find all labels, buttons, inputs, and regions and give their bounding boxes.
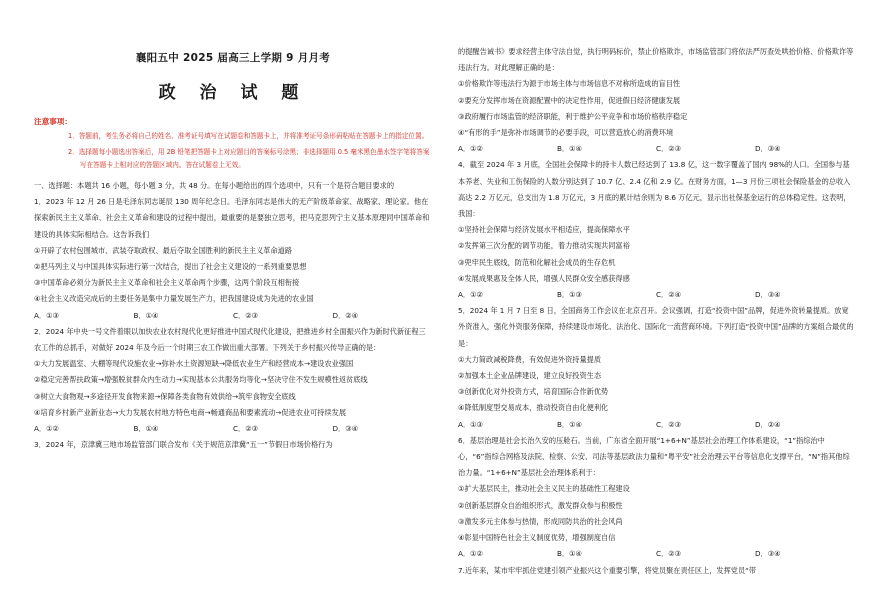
question-3-stem-start: 3．2024 年，京津冀三地市场监管部门联合发布《关于规范京津冀“五一”节假日市场价格行为 bbox=[34, 440, 333, 450]
question-6-option-2: ②创新基层群众自治组织形式，激发群众参与积极性 bbox=[458, 500, 623, 510]
choice-c: C．②③ bbox=[233, 424, 259, 434]
question-7-stem-start: 7.近年来，某市牢牢抓住党建引领产业振兴这个重要引擎，将党员聚在责任区上，发挥党员“带 bbox=[458, 565, 757, 575]
choice-a: A．①③ bbox=[458, 419, 483, 429]
choice-d: D．③④ bbox=[755, 290, 781, 300]
question-4-choices bbox=[458, 287, 854, 303]
question-6-choices bbox=[458, 546, 854, 562]
choice-b: B．①④ bbox=[133, 310, 159, 320]
question-5-option-3: ③创新优化对外投资方式，培育国际合作新优势 bbox=[458, 387, 609, 397]
question-5-option-4: ④降低制度型交易成本，推动投资自由化便利化 bbox=[458, 403, 609, 413]
question-4-option-1: ①坚持社会保障与经济发展水平相适应，提高保障水平 bbox=[458, 225, 630, 235]
choice-a: A．①② bbox=[458, 144, 483, 154]
question-3-option-1: ①价格欺诈等违法行为源于市场主体与市场信息不对称所造成的盲目性 bbox=[458, 79, 681, 89]
notice-heading: 注意事项： bbox=[34, 117, 72, 126]
choice-c: C．②④ bbox=[656, 290, 682, 300]
question-3-option-4: ④“有形的手”是弥补市场调节的必要手段，可以营造放心的消费环境 bbox=[458, 128, 674, 138]
choice-b: B．①④ bbox=[557, 144, 583, 154]
choice-d: D．②④ bbox=[332, 310, 359, 320]
question-5-stem: 5．2024 年 1 月 7 日至 8 日，全国商务工作会议在北京召开。会议强调，打造“投资中国”品牌，促进外资转量提质。放宽外资准入，强化外资服务保障，持续建设市场化、法治化、国际化一流营商环境。下列打造“投资中国”品牌的方案组合最优的是： bbox=[458, 306, 854, 348]
notice-item-2: 2．选择题每小题选出答案后，用 2B 铅笔把答题卡上对应题目的答案标号涂黑；非选择题用 0.5 毫米黑色墨水签字笔将答案写在答题卡上相对应的答题区域内。答在试题卷上无效。 bbox=[68, 148, 430, 169]
question-5-option-2: ②加强本土企业品牌建设，建立良好投资生态 bbox=[458, 371, 602, 381]
question-4 bbox=[458, 157, 854, 303]
question-1-option-3: ③中国革命必须分为新民主主义革命和社会主义革命两个步骤，这两个阶段互相衔接 bbox=[34, 278, 300, 288]
question-4-option-2: ②发挥第三次分配的调节功能，着力推动实现共同富裕 bbox=[458, 241, 630, 251]
choice-d: D．③④ bbox=[755, 144, 781, 154]
question-6-option-3: ③激发多元主体参与热情，形成同防共治的社会风尚 bbox=[458, 516, 623, 526]
notice-item-1: 1．答题前，考生务必将自己的姓名、准考证号填写在试题卷和答题卡上，并将准考证号条形码粘贴在答题卡上的指定位置。 bbox=[68, 132, 429, 140]
question-3-option-2: ②要充分发挥市场在资源配置中的决定性作用，促进假日经济健康发展 bbox=[458, 95, 681, 105]
choice-c: C．②③ bbox=[656, 549, 682, 559]
question-5-option-1: ①大力简政减税降费，有效促进外资持量提质 bbox=[458, 354, 602, 364]
question-6-option-1: ①扩大基层民主，推动社会主义民主的基础性工程建设 bbox=[458, 484, 630, 494]
question-2-option-1: ①大力发展温室、大棚等现代设施农业→弥补水土资源短缺→降低农业生产和经营成本→建设农业强国 bbox=[34, 359, 354, 369]
question-2-choices bbox=[34, 421, 432, 437]
choice-c: C．②③ bbox=[656, 144, 682, 154]
question-6-stem: 6．基层治理是社会长治久安的压舱石。当前，广东省全面开展“1+6+N”基层社会治理工作体系建设，“1”指综治中心，“6”指综合网格及法院、检察、公安、司法等基层政法力量和“粤平安”社会治理云平台等信息化支撑平台，“N”指其他综治力量。“1+6+N”基层社会治理体系利于： bbox=[458, 435, 850, 478]
question-4-option-4: ④发展成果惠及全体人民，增强人民群众安全感获得感 bbox=[458, 273, 630, 283]
choice-a: A．①③ bbox=[34, 310, 59, 320]
question-1-choices bbox=[34, 308, 432, 324]
choice-b: B．①④ bbox=[133, 424, 159, 434]
choice-a: A．①② bbox=[458, 290, 483, 300]
choice-c: C．②③ bbox=[233, 310, 259, 320]
choice-a: A．①② bbox=[458, 549, 483, 559]
exam-title: 襄阳五中 2025 届高三上学期 9 月月考 bbox=[135, 52, 331, 64]
question-5 bbox=[458, 303, 854, 433]
question-5-choices bbox=[458, 417, 854, 433]
subject-title: 政 治 试 题 bbox=[158, 83, 308, 103]
choice-c: C．②③ bbox=[656, 419, 682, 429]
right-column bbox=[458, 0, 854, 614]
question-1 bbox=[34, 194, 432, 324]
question-6 bbox=[458, 433, 854, 563]
left-column bbox=[34, 0, 432, 614]
choice-b: B．①④ bbox=[557, 549, 583, 559]
choice-d: D．③④ bbox=[332, 424, 359, 434]
choice-a: A．①② bbox=[34, 424, 59, 434]
question-2-stem: 2．2024 年中央一号文件着眼以加快农业农村现代化更好推进中国式现代化建设，把推进乡村全面振兴作为新时代新征程三农工作的总抓手，对做好 2024 年及今后一个时期三农工作做出重大部署。下列关于乡村振兴传导正确的是： bbox=[34, 326, 426, 353]
question-2 bbox=[34, 324, 432, 437]
question-2-option-3: ③树立大食物观→多途径开发食物来源→保障各类食物有效供给→筑牢食物安全底线 bbox=[34, 391, 296, 401]
question-3-stem-cont: 的提醒告诫书》要求经营主体守法自觉，执行明码标价，禁止价格欺诈，市场监管部门将依法严厉查处哄抬价格、价格欺诈等违法行为。对此理解正确的是： bbox=[458, 47, 854, 73]
question-1-option-4: ④社会主义改造完成后的主要任务是集中力量发展生产力，把我国建设成为先进的农业国 bbox=[34, 294, 314, 304]
question-2-option-4: ④培育乡村新产业新业态→大力发展农村地方特色电商→畅通商品和要素流动→促进农业可持续发展 bbox=[34, 407, 347, 417]
question-1-option-2: ②把马列主义与中国具体实际进行第一次结合，提出了社会主义建设的一系列重要思想 bbox=[34, 262, 307, 272]
question-3-continued bbox=[458, 44, 854, 157]
question-4-option-3: ③兜牢民生底线，防范和化解社会成员的生存危机 bbox=[458, 257, 616, 267]
question-1-option-1: ①开辟了农村包围城市、武装夺取政权、最后夺取全国胜利的新民主主义革命道路 bbox=[34, 245, 293, 255]
question-6-option-4: ④彰显中国特色社会主义制度优势，增强制度自信 bbox=[458, 533, 616, 543]
section-heading: 一、选择题：本题共 16 小题，每小题 3 分，共 48 分。在每小题给出的四个选项中，只有一个是符合题目要求的 bbox=[34, 181, 395, 190]
question-1-stem: 1．2023 年 12 月 26 日是毛泽东同志诞辰 130 周年纪念日。毛泽东同志是伟大的无产阶级革命家、战略家、理论家。他在探索新民主主义革命、社会主义革命和建设的过程中提出，最重要的是要独立思考，把马克思列宁主义基本原理同中国革命和建设的具体实际相结合。这告诉我们 bbox=[34, 197, 430, 239]
question-3-choices bbox=[458, 141, 854, 157]
choice-d: D．③④ bbox=[755, 549, 781, 559]
choice-b: B．①③ bbox=[557, 290, 583, 300]
choice-d: D．②④ bbox=[755, 419, 781, 429]
question-3-option-3: ③政府履行市场监管的经济职能，利于维护公平竞争和市场价格秩序稳定 bbox=[458, 111, 688, 121]
question-2-option-2: ②稳定完善帮扶政策→增强脱贫群众内生动力→实现基本公共服务均等化→坚决守住不发生规模性返贫底线 bbox=[34, 375, 368, 385]
question-4-stem: 4．截至 2024 年 3 月底，全国社会保障卡的持卡人数已经达到了 13.8 亿，这一数字覆盖了国内 98%的人口。全国参与基本养老、失业和工伤保险的人数分别达到了 10.7 亿、2.4 亿和 2.9 亿。在财务方面，1—3 月份三项社会保险基金的总收入高达 2.2 万亿元，总支出为 1.8 万亿元，3 月底的累计结余则为 8.6 万亿元，显示出社保基金运行的总体稳定性。这表明，我国： bbox=[458, 160, 851, 219]
choice-b: B．①④ bbox=[557, 419, 583, 429]
